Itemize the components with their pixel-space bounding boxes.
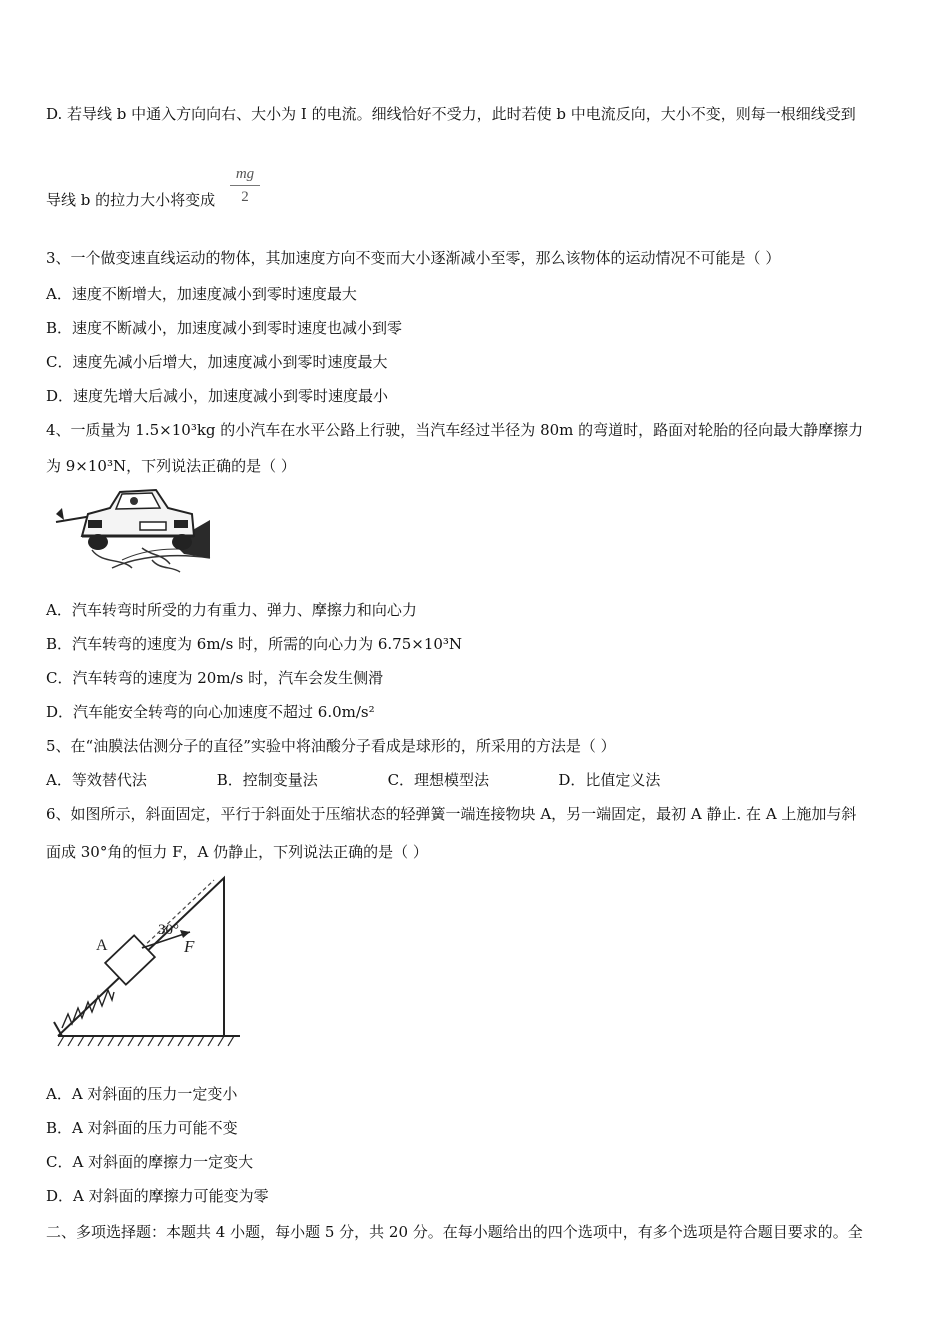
fraction-numerator: mg	[230, 166, 260, 186]
q2-option-d-line2: 导线 b 的拉力大小将变成	[46, 191, 216, 209]
q5-options-row	[46, 770, 660, 790]
q3-option-a: A．速度不断增大，加速度减小到零时速度最大	[46, 285, 357, 303]
figure-label-a: A	[96, 937, 108, 954]
q6-stem-line2: 面成 30°角的恒力 F，A 仍静止，下列说法正确的是（ ）	[46, 843, 428, 861]
q4-option-c: C．汽车转弯的速度为 20m/s 时，汽车会发生侧滑	[46, 669, 384, 687]
q3-option-d: D．速度先增大后减小，加速度减小到零时速度最小	[46, 387, 389, 405]
q6-option-a: A．A 对斜面的压力一定变小	[46, 1085, 238, 1103]
q6-option-b: B．A 对斜面的压力可能不变	[46, 1119, 238, 1137]
figure-label-angle: 30°	[158, 922, 179, 938]
q3-option-b: B．速度不断减小，加速度减小到零时速度也减小到零	[46, 319, 403, 337]
q5-option-c: C．理想模型法	[387, 771, 490, 789]
q4-option-b: B．汽车转弯的速度为 6m/s 时，所需的向心力为 6.75×10³N	[46, 635, 463, 653]
fraction-mg-over-2	[230, 166, 260, 206]
q6-option-c: C．A 对斜面的摩擦力一定变大	[46, 1153, 254, 1171]
q6-option-d: D．A 对斜面的摩擦力可能变为零	[46, 1187, 269, 1205]
q3-option-c: C．速度先减小后增大，加速度减小到零时速度最大	[46, 353, 388, 371]
q3-stem: 3、一个做变速直线运动的物体，其加速度方向不变而大小逐渐减小至零，那么该物体的运动情况不可能是（ ）	[46, 249, 781, 267]
q5-stem: 5、在“油膜法估测分子的直径”实验中将油酸分子看成是球形的，所采用的方法是（ ）	[46, 737, 616, 755]
q5-option-b: B．控制变量法	[216, 771, 318, 789]
figure-label-f: F	[184, 937, 195, 956]
incline-spring-block-figure	[44, 872, 256, 1064]
q2-option-d-line1: D. 若导线 b 中通入方向向右、大小为 I 的电流。细线恰好不受力，此时若使 b 中电流反向，大小不变，则每一根细线受到	[46, 105, 856, 123]
q4-stem-line2: 为 9×10³N，下列说法正确的是（ ）	[46, 457, 296, 475]
q6-stem-line1: 6、如图所示，斜面固定，平行于斜面处于压缩状态的轻弹簧一端连接物块 A，另一端固定，最初 A 静止. 在 A 上施加与斜	[46, 805, 857, 823]
q4-option-a: A．汽车转弯时所受的力有重力、弹力、摩擦力和向心力	[46, 601, 417, 619]
q4-stem-line1: 4、一质量为 1.5×10³kg 的小汽车在水平公路上行驶，当汽车经过半径为 80m 的弯道时，路面对轮胎的径向最大静摩擦力	[46, 421, 864, 439]
q4-option-d: D．汽车能安全转弯的向心加速度不超过 6.0m/s²	[46, 703, 375, 721]
fraction-denominator: 2	[241, 189, 249, 205]
section-2-heading: 二、多项选择题：本题共 4 小题，每小题 5 分，共 20 分。在每小题给出的四个选项中，有多个选项是符合题目要求的。全	[46, 1223, 863, 1241]
car-turning-illustration	[52, 484, 214, 576]
q5-option-a: A．等效替代法	[46, 771, 147, 789]
q5-option-d: D．比值定义法	[558, 771, 661, 789]
